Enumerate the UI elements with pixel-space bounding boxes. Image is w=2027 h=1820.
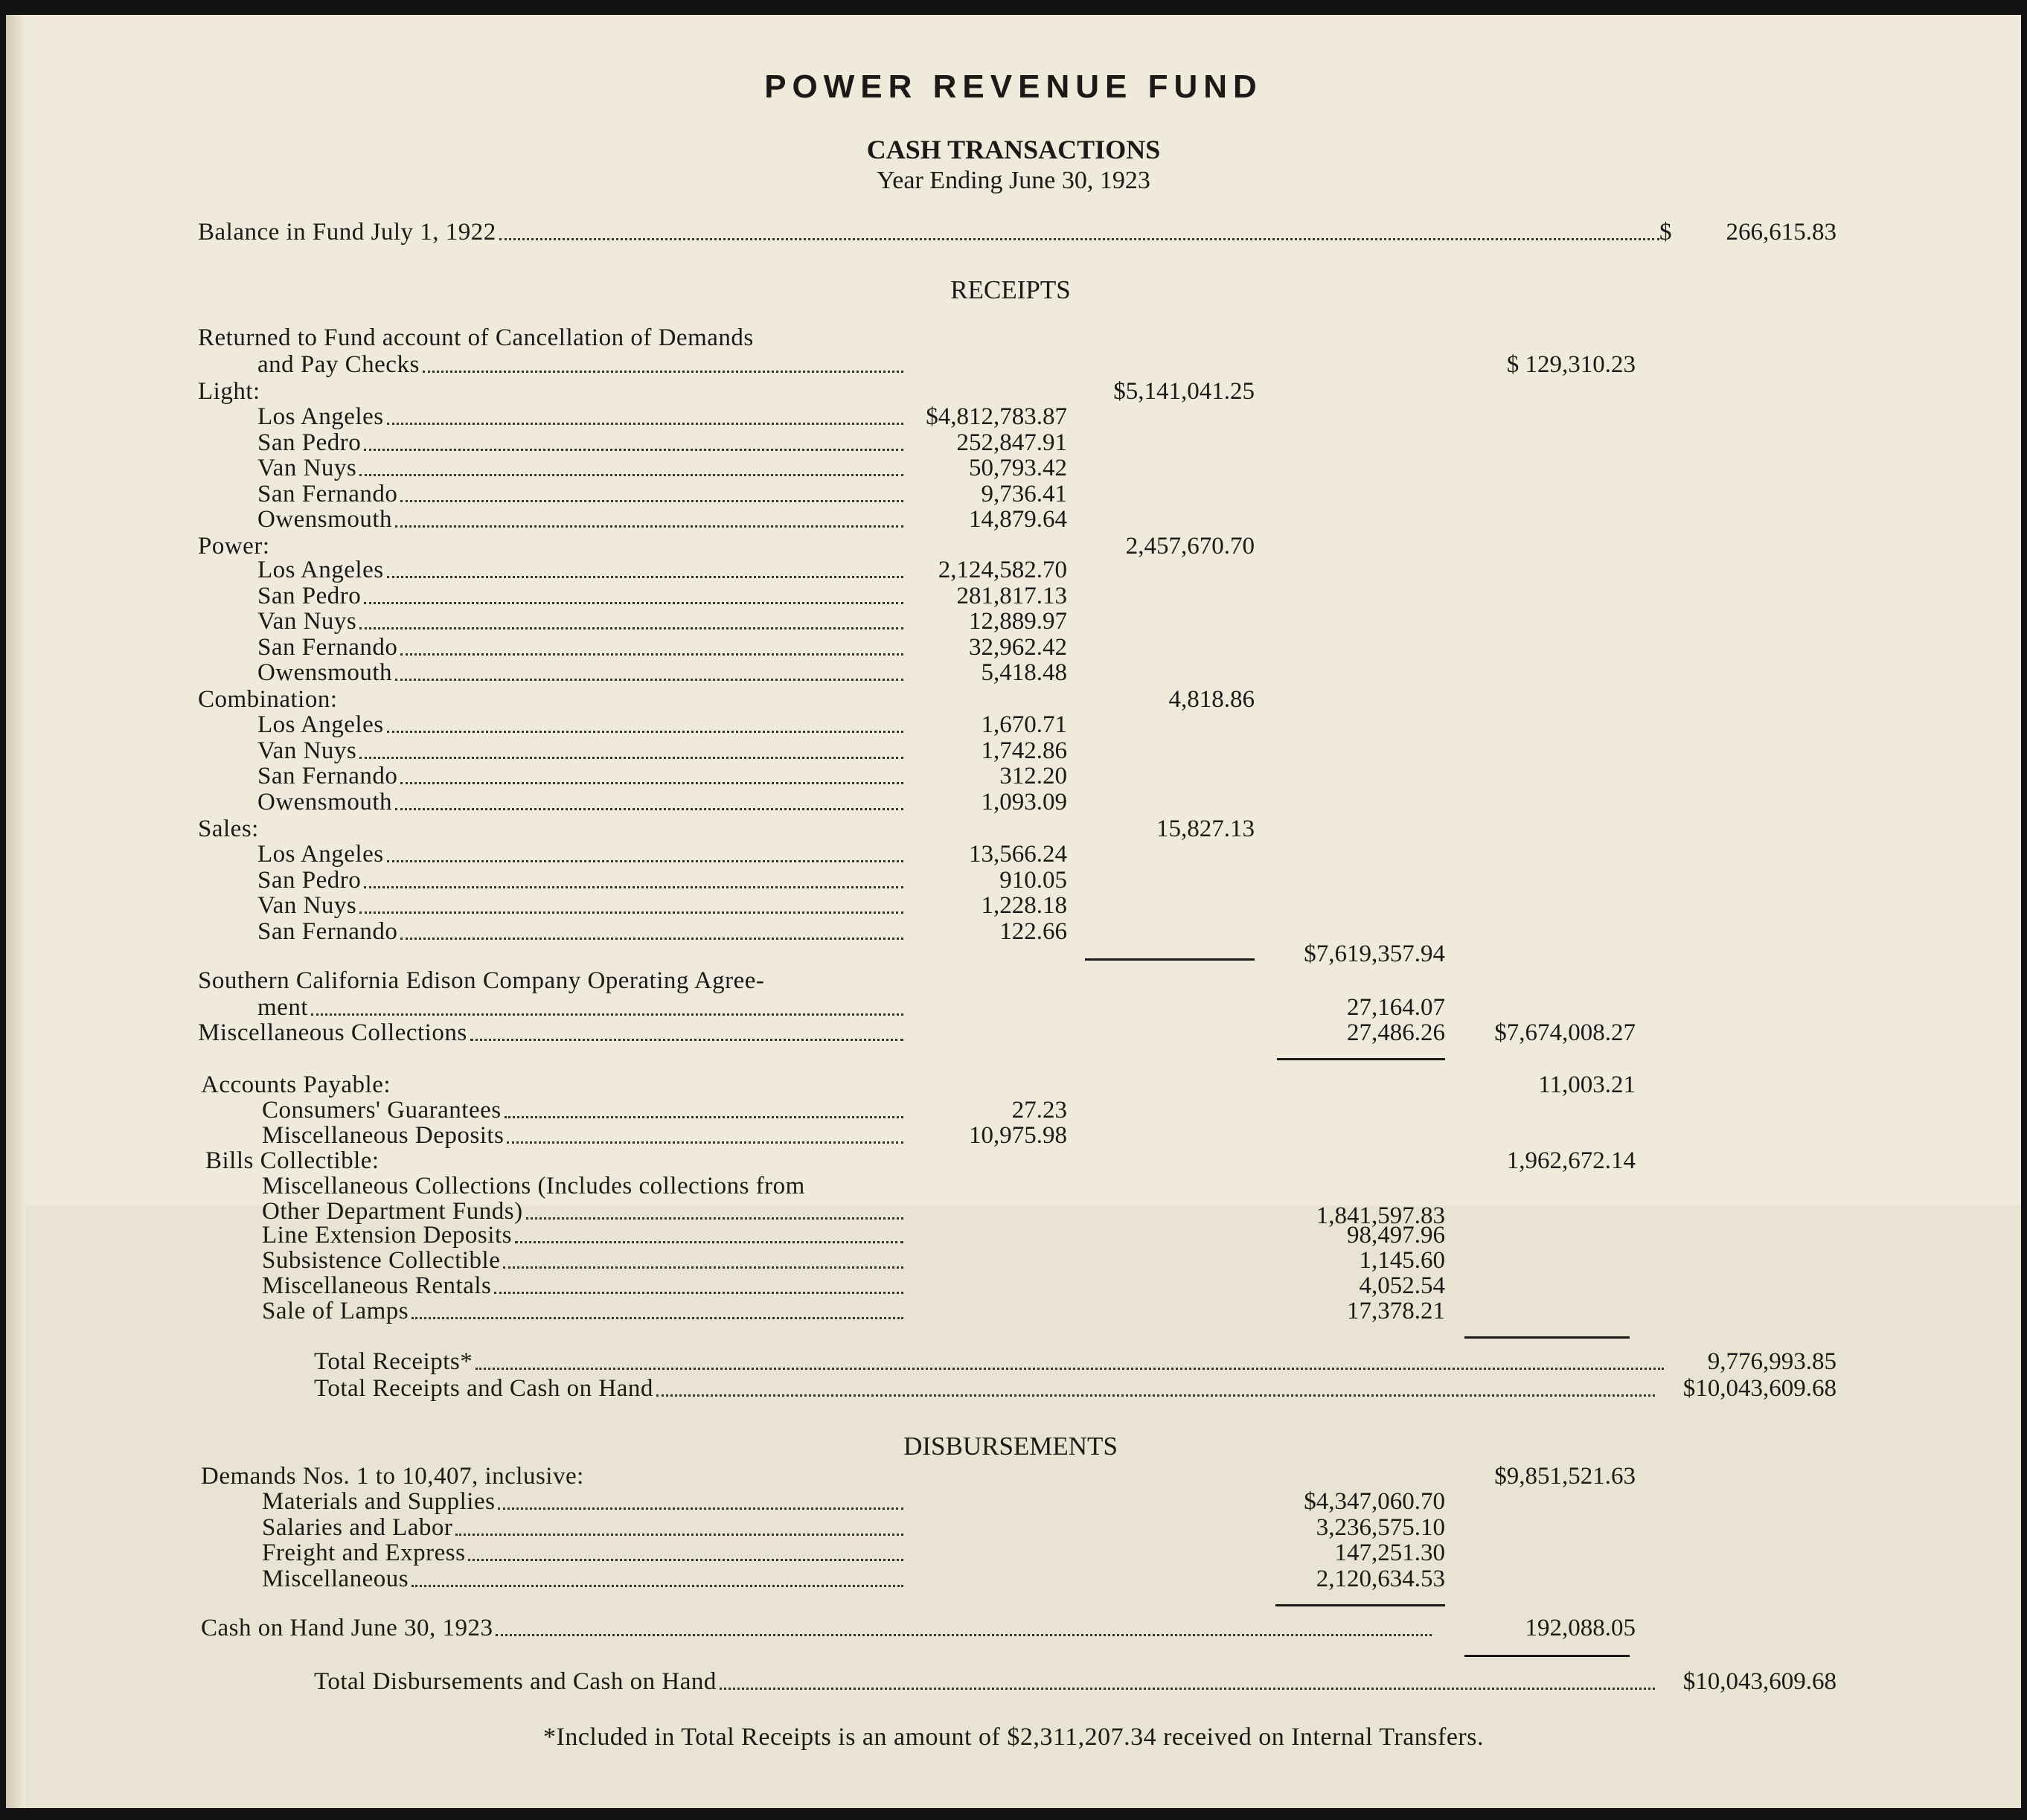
- line-item-amount: 5,418.48: [981, 659, 1067, 686]
- edison-label-line1: Southern California Edison Company Operating Agree-: [198, 967, 765, 994]
- total-receipts-label: Total Receipts*: [314, 1348, 473, 1375]
- leader-dots: [515, 1240, 903, 1243]
- sales-group-total: $7,619,357.94: [1304, 941, 1445, 967]
- line-item-label: Los Angeles: [257, 403, 384, 430]
- line-item-label: Miscellaneous Deposits: [262, 1122, 505, 1149]
- total-receipts-row: [6, 1347, 2021, 1377]
- opening-balance-row: [6, 217, 2021, 247]
- line-item-label: Owensmouth: [257, 659, 392, 686]
- subtotal-rule: [1277, 1058, 1445, 1060]
- line-item-label: San Fernando: [257, 480, 398, 507]
- sales-label: Sales:: [198, 816, 259, 842]
- cancellation-amount: $ 129,310.23: [1506, 351, 1636, 378]
- line-item-label: Sale of Lamps: [262, 1298, 409, 1324]
- bills-collectible-total: 1,962,672.14: [1506, 1147, 1636, 1174]
- line-item-amount: $4,812,783.87: [926, 403, 1067, 430]
- power-label: Power:: [198, 533, 270, 560]
- line-item-amount: 4,052.54: [1359, 1272, 1445, 1299]
- total-receipts-amount: 9,776,993.85: [1707, 1348, 1837, 1375]
- total-with-cash-label: Total Receipts and Cash on Hand: [314, 1375, 653, 1402]
- total-disbursements-label: Total Disbursements and Cash on Hand: [314, 1668, 717, 1695]
- line-item-label: San Fernando: [257, 633, 398, 661]
- power-item-row: [6, 658, 2021, 688]
- opening-balance-label: Balance in Fund July 1, 1922: [198, 219, 496, 246]
- leader-dots: [364, 601, 903, 604]
- line-item-label: Miscellaneous Rentals: [262, 1272, 492, 1299]
- leader-dots: [720, 1687, 1655, 1690]
- light-label: Light:: [198, 378, 260, 405]
- total-with-cash-row: [6, 1374, 2021, 1403]
- leader-dots: [400, 499, 903, 502]
- line-item-label: Los Angeles: [257, 711, 384, 738]
- line-item-amount: 2,124,582.70: [938, 557, 1067, 583]
- line-item-amount: 3,236,575.10: [1316, 1513, 1445, 1541]
- bills-collectible-item-row: [6, 1296, 2021, 1326]
- cash-on-hand-row: [6, 1613, 2021, 1643]
- cancellation-row-1: [6, 323, 2021, 353]
- document-period: Year Ending June 30, 1923: [877, 167, 1150, 194]
- bills-collectible-label: Bills Collectible:: [205, 1147, 380, 1174]
- line-item-label: Consumers' Guarantees: [262, 1097, 502, 1124]
- line-item-label: Subsistence Collectible: [262, 1247, 501, 1274]
- leader-dots: [364, 885, 903, 888]
- document-title: POWER REVENUE FUND: [764, 68, 1263, 105]
- line-item-amount: 13,566.24: [969, 841, 1067, 868]
- line-item-label: Line Extension Deposits: [262, 1222, 512, 1249]
- leader-dots: [507, 1141, 903, 1144]
- leader-dots: [387, 422, 903, 425]
- leader-dots: [475, 1367, 1664, 1370]
- leader-dots: [359, 911, 903, 914]
- cash-on-hand-amount: 192,088.05: [1525, 1615, 1636, 1641]
- disbursements-heading: DISBURSEMENTS: [903, 1432, 1118, 1461]
- leader-dots: [359, 756, 903, 759]
- line-item-amount: 27.23: [1011, 1097, 1067, 1124]
- line-item-amount: 122.66: [999, 917, 1067, 945]
- cancellation-label-line1: Returned to Fund account of Cancellation of Demands: [198, 324, 754, 351]
- leader-dots: [470, 1038, 903, 1041]
- leader-dots: [311, 1013, 903, 1016]
- line-item-amount: 50,793.42: [969, 455, 1067, 481]
- line-item-label: Materials and Supplies: [262, 1488, 496, 1515]
- line-item-label: Van Nuys: [257, 737, 357, 764]
- accounts-payable-label: Accounts Payable:: [201, 1071, 391, 1098]
- line-item-label: Van Nuys: [257, 455, 357, 481]
- leader-dots: [387, 575, 903, 578]
- line-item-amount: 1,145.60: [1359, 1247, 1445, 1274]
- cancellation-label-line2: and Pay Checks: [257, 351, 420, 378]
- leader-dots: [400, 653, 903, 656]
- light-item-row: [6, 504, 2021, 534]
- line-item-amount: 12,889.97: [969, 608, 1067, 635]
- line-item-amount: 281,817.13: [956, 582, 1067, 609]
- footnote: *Included in Total Receipts is an amount of $2,311,207.34 received on Internal Transfers.: [543, 1723, 1484, 1751]
- line-item-amount: 147,251.30: [1334, 1539, 1445, 1566]
- combination-total: 4,818.86: [1168, 686, 1255, 713]
- cancellation-row-2: [6, 350, 2021, 379]
- line-item-label: San Fernando: [257, 917, 398, 945]
- sales-total: 15,827.13: [1156, 816, 1255, 842]
- line-item-label: Salaries and Labor: [262, 1513, 453, 1541]
- line-item-label: Los Angeles: [257, 557, 384, 583]
- line-item-amount: 98,497.96: [1347, 1222, 1445, 1249]
- leader-dots: [423, 370, 903, 373]
- document-subtitle: CASH TRANSACTIONS: [866, 135, 1161, 164]
- misc-collections-combined-total: $7,674,008.27: [1494, 1019, 1636, 1046]
- leader-dots: [395, 678, 903, 681]
- total-with-cash-amount: $10,043,609.68: [1682, 1375, 1837, 1402]
- leader-dots: [526, 1217, 903, 1220]
- demands-total: $9,851,521.63: [1494, 1463, 1636, 1490]
- opening-balance-amount: 266,615.83: [1726, 219, 1837, 246]
- total-disbursements-row: [6, 1667, 2021, 1696]
- leader-dots: [395, 525, 903, 528]
- total-disbursements-amount: $10,043,609.68: [1682, 1668, 1837, 1695]
- line-item-amount: $4,347,060.70: [1304, 1488, 1445, 1515]
- line-item-amount: 1,093.09: [981, 788, 1067, 816]
- line-item-label: Miscellaneous: [262, 1565, 409, 1592]
- leader-dots: [395, 807, 903, 810]
- line-item-amount: 252,847.91: [956, 429, 1067, 456]
- line-item-amount: 9,736.41: [981, 480, 1067, 507]
- bills-first-item-line2: Other Department Funds): [262, 1198, 523, 1225]
- demands-label: Demands Nos. 1 to 10,407, inclusive:: [201, 1463, 584, 1490]
- line-item-label: San Pedro: [257, 866, 362, 894]
- demand-item-row: [6, 1564, 2021, 1594]
- accounts-payable-total: 11,003.21: [1538, 1071, 1636, 1098]
- misc-collections-label: Miscellaneous Collections: [198, 1019, 467, 1046]
- line-item-label: Los Angeles: [257, 841, 384, 868]
- line-item-label: Freight and Express: [262, 1539, 466, 1566]
- cash-on-hand-label: Cash on Hand June 30, 1923: [201, 1615, 493, 1641]
- line-item-label: Van Nuys: [257, 608, 357, 635]
- misc-collections-amount: 27,486.26: [1347, 1019, 1445, 1046]
- leader-dots: [656, 1394, 1655, 1397]
- leader-dots: [412, 1316, 903, 1319]
- misc-collections-row: [6, 1018, 2021, 1048]
- line-item-label: San Fernando: [257, 763, 398, 789]
- line-item-amount: 1,742.86: [981, 737, 1067, 764]
- leader-dots: [498, 1507, 903, 1510]
- leader-dots: [359, 473, 903, 476]
- bills-first-item-amount: 1,841,597.83: [1316, 1202, 1445, 1229]
- line-item-label: Owensmouth: [257, 788, 392, 816]
- opening-balance-currency: $: [1659, 219, 1672, 246]
- line-item-label: Van Nuys: [257, 892, 357, 919]
- leader-dots: [400, 781, 903, 784]
- leader-dots: [503, 1266, 903, 1269]
- sales-group-total-row: [6, 939, 2021, 969]
- leader-dots: [499, 237, 1659, 240]
- line-item-label: Owensmouth: [257, 506, 392, 533]
- light-total: $5,141,041.25: [1113, 378, 1255, 405]
- combination-label: Combination:: [198, 686, 338, 713]
- leader-dots: [494, 1291, 903, 1294]
- line-item-amount: 14,879.64: [969, 506, 1067, 533]
- receipts-heading: RECEIPTS: [950, 275, 1071, 304]
- line-item-amount: 17,378.21: [1347, 1298, 1445, 1324]
- bills-first-item-line1: Miscellaneous Collections (Includes collections from: [262, 1173, 805, 1199]
- leader-dots: [505, 1115, 903, 1118]
- line-item-amount: 1,228.18: [981, 892, 1067, 919]
- leader-dots: [468, 1558, 903, 1561]
- edison-label-line2: ment: [257, 994, 308, 1021]
- line-item-label: San Pedro: [257, 582, 362, 609]
- leader-dots: [455, 1533, 903, 1536]
- edison-amount: 27,164.07: [1347, 994, 1445, 1021]
- leader-dots: [387, 730, 903, 733]
- leader-dots: [387, 859, 903, 862]
- line-item-amount: 1,670.71: [981, 711, 1067, 738]
- subtotal-rule: [1275, 1604, 1445, 1606]
- subtotal-rule: [1464, 1336, 1630, 1339]
- leader-dots: [412, 1584, 903, 1587]
- line-item-label: San Pedro: [257, 429, 362, 456]
- edison-row-1: [6, 966, 2021, 996]
- subtotal-rule: [1464, 1655, 1630, 1657]
- line-item-amount: 10,975.98: [969, 1122, 1067, 1149]
- line-item-amount: 2,120,634.53: [1316, 1565, 1445, 1592]
- line-item-amount: 910.05: [999, 866, 1067, 894]
- leader-dots: [496, 1633, 1432, 1636]
- leader-dots: [359, 627, 903, 629]
- ledger-page: [6, 15, 2021, 1808]
- combination-item-row: [6, 787, 2021, 817]
- leader-dots: [364, 448, 903, 451]
- line-item-amount: 32,962.42: [969, 633, 1067, 661]
- power-total: 2,457,670.70: [1125, 533, 1255, 560]
- line-item-amount: 312.20: [999, 763, 1067, 789]
